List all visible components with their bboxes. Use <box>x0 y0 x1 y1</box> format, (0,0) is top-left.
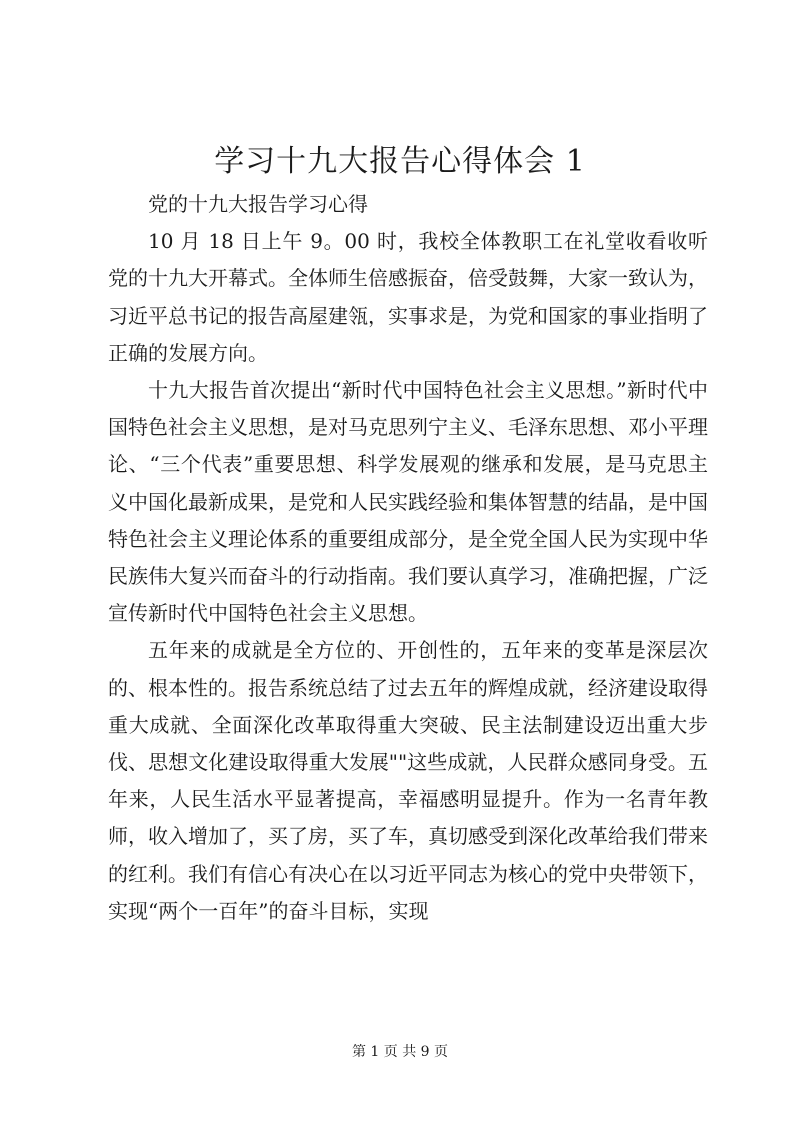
paragraph-opening-ceremony: 10 月 18 日上午 9。00 时，我校全体教职工在礼堂收看收听党的十九大开幕式。全体师生倍感振奋，倍受鼓舞，大家一致认为，习近平总书记的报告高屋建瓴，实事求是，为党和国家的事业指明了正确的发展方向。 <box>108 229 708 365</box>
document-body <box>108 186 708 930</box>
paragraph-five-year-achievements: 五年来的成就是全方位的、开创性的，五年来的变革是深层次的、根本性的。报告系统总结了过去五年的辉煌成就，经济建设取得重大成就、全面深化改革取得重大突破、民主法制建设迈出重大步伐、思想文化建设取得重大发展""这些成就，人民群众感同身受。五年来，人民生活水平显著提高，幸福感明显提升。作为一名青年教师，收入增加了，买了房，买了车，真切感受到深化改革给我们带来的红利。我们有信心有决心在以习近平同志为核心的党中央带领下，实现“两个一百年”的奋斗目标，实现 <box>108 638 708 923</box>
document-title: 学习十九大报告心得体会 1 <box>214 144 586 179</box>
paragraph-subtitle: 党的十九大报告学习心得 <box>148 192 368 216</box>
page-number-footer: 第 1 页 共 9 页 <box>351 1044 449 1060</box>
paragraph-new-era-thought: 十九大报告首次提出“新时代中国特色社会主义思想。”新时代中国特色社会主义思想，是对马克思列宁主义、毛泽东思想、邓小平理论、“三个代表”重要思想、科学发展观的继承和发展，是马克思主义中国化最新成果，是党和人民实践经验和集体智慧的结晶，是中国特色社会主义理论体系的重要组成部分，是全党全国人民为实现中华民族伟大复兴而奋斗的行动指南。我们要认真学习，准确把握，广泛宣传新时代中国特色社会主义思想。 <box>108 378 708 626</box>
